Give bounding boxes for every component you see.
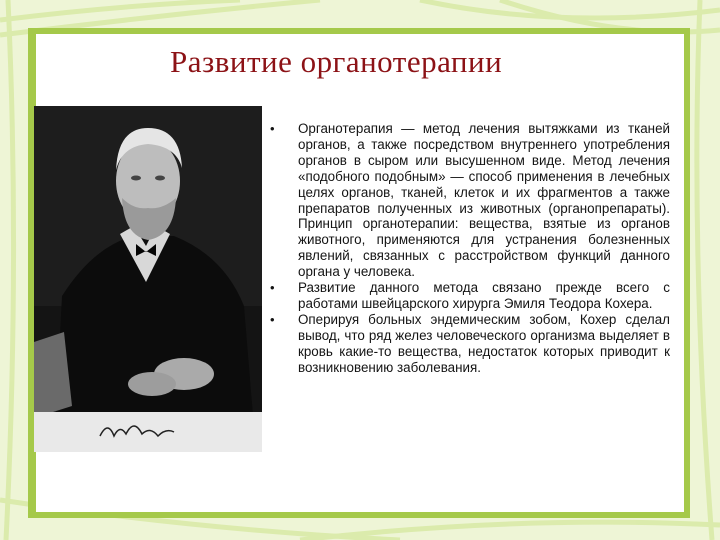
portrait-photo xyxy=(34,106,262,452)
bullet-item xyxy=(270,312,670,376)
bullet-icon: • xyxy=(270,280,275,296)
bullet-text: Оперируя больных эндемическим зобом, Кохер сделал вывод, что ряд желез человеческого организма выделяет в кровь какие-то вещества, недостаток которых приводит к возникновению заболевания. xyxy=(298,311,670,375)
bullet-item xyxy=(270,121,670,280)
bullet-text: Развитие данного метода связано прежде всего с работами швейцарского хирурга Эмиля Теодора Кохера. xyxy=(298,280,670,311)
bullet-item xyxy=(270,280,670,312)
portrait-illustration xyxy=(34,106,262,452)
slide-title: Развитие органотерапии xyxy=(170,44,503,79)
bullet-list xyxy=(270,121,670,376)
bullet-icon: • xyxy=(270,311,275,327)
bullet-text: Органотерапия — метод лечения вытяжками из тканей органов, а также посредством внутреннего употребления органов в сыром или высушенном виде. Метод лечения «подобного подобным» — способ применения в лечебных целях органов, тканей, клеток и их фрагментов а также препаратов полученных из животных (органопрепараты). Принцип органотерапии: вещества, взятые из органов животного, применяются для устранения болезненных явлений, связанных с расстройством функций данного органа у человека. xyxy=(298,121,670,280)
bullet-icon: • xyxy=(270,121,275,136)
